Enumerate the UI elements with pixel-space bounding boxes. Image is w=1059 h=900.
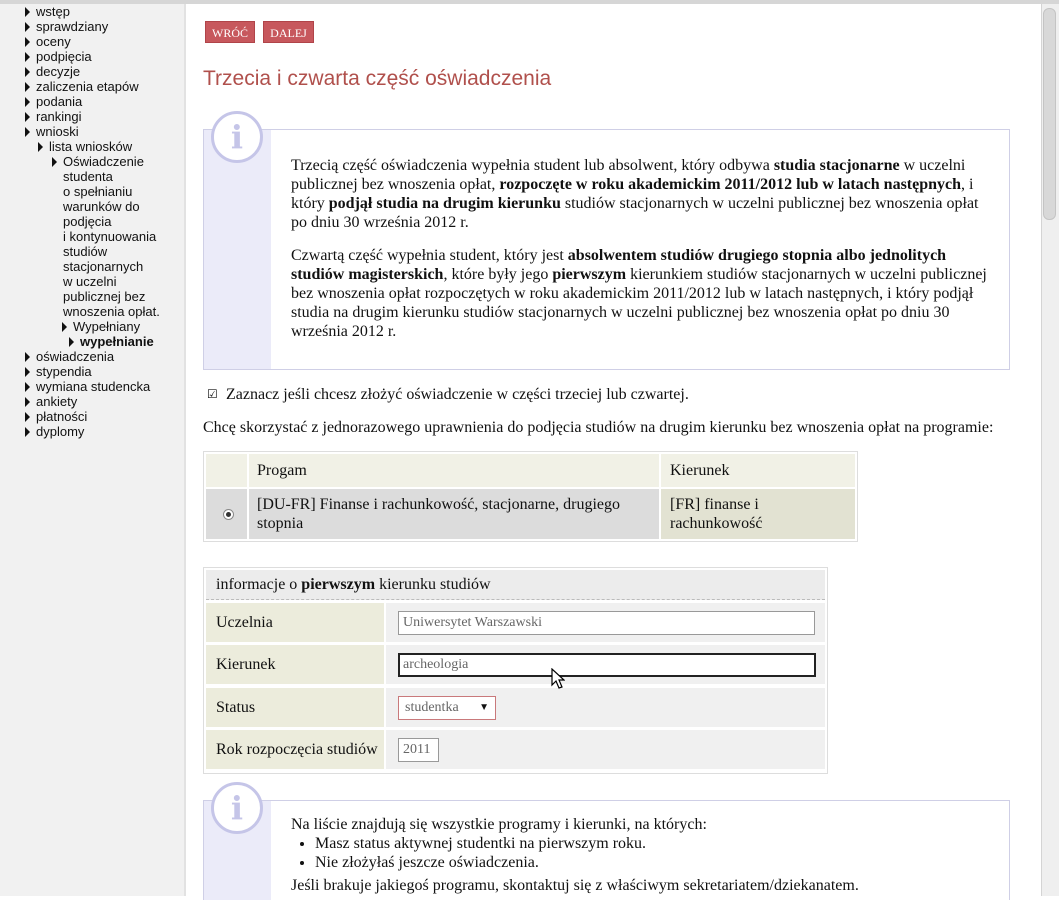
first-program-form (203, 567, 828, 774)
sidebar-item[interactable] (25, 109, 82, 124)
table-row-radio-cell[interactable] (206, 489, 247, 539)
table-header-program: Progam (249, 454, 659, 487)
form-title: informacje o pierwszym kierunku studiów (206, 570, 825, 600)
sidebar-item-label: decyzje (36, 64, 81, 79)
status-select[interactable]: studentka ▼ (398, 696, 496, 720)
sidebar-item[interactable] (25, 49, 92, 64)
program-radio[interactable] (223, 509, 234, 520)
info-box-2 (203, 789, 1010, 900)
sidebar-item-label: wypełnianie (80, 334, 154, 349)
sidebar-divider (184, 4, 186, 896)
sidebar-item[interactable] (25, 394, 77, 409)
triangle-right-icon[interactable] (38, 142, 43, 152)
sidebar-item-label: stypendia (36, 364, 92, 379)
sidebar-item[interactable] (25, 409, 87, 424)
sidebar-item[interactable] (25, 379, 150, 394)
sidebar-item[interactable] (62, 319, 140, 334)
sidebar-item[interactable] (63, 304, 160, 319)
info-text-segment: Trzecią część oświadczenia wypełnia student lub absolwent, który odbywa (291, 157, 774, 174)
info-text-segment: , które były jego (443, 266, 553, 283)
triangle-right-icon[interactable] (25, 127, 30, 137)
info-text-segment: pierwszym (552, 266, 627, 283)
kierunek-input[interactable]: archeologia (398, 653, 816, 677)
sidebar-item-label: płatności (36, 409, 88, 424)
info-text-segment: w uczelni publicznej bez wnoszenia opłat, (291, 157, 966, 193)
sidebar-item[interactable] (63, 274, 116, 289)
sidebar-item[interactable] (25, 4, 70, 19)
triangle-right-icon[interactable] (25, 397, 30, 407)
sidebar-item-label: publicznej bez (63, 289, 146, 304)
sidebar-item[interactable] (25, 424, 84, 439)
info-icon: i (211, 111, 263, 163)
sidebar-item[interactable] (63, 199, 140, 214)
info2-text (291, 815, 991, 895)
info-text-segment: Czwartą część wypełnia student, który jest (291, 247, 568, 264)
statement-checkbox-label: Zaznacz jeśli chcesz złożyć oświadczenie w części trzeciej lub czwartej. (226, 386, 689, 403)
sidebar-item-label: lista wniosków (49, 139, 133, 154)
info-paragraph-2 (291, 246, 991, 341)
triangle-right-icon[interactable] (25, 97, 30, 107)
triangle-right-icon[interactable] (25, 22, 30, 32)
triangle-right-icon[interactable] (25, 112, 30, 122)
page-title: Trzecia i czwarta część oświadczenia (203, 67, 552, 90)
next-button[interactable]: DALEJ (263, 21, 314, 43)
info-text-segment: podjął studia na drugim kierunku (328, 195, 561, 212)
sidebar-item[interactable] (52, 154, 144, 169)
sidebar-item[interactable] (25, 19, 108, 34)
info-text-segment: studia stacjonarne (773, 157, 900, 174)
kierunek-cell (386, 645, 825, 684)
triangle-right-icon[interactable] (25, 382, 30, 392)
sidebar-item-label: podania (36, 94, 83, 109)
info-icon-2: i (211, 782, 263, 834)
sidebar-item-label: wstęp (36, 4, 70, 19)
info-text (291, 156, 991, 355)
sidebar-item[interactable] (25, 124, 79, 139)
sidebar-item[interactable] (63, 259, 143, 274)
triangle-right-icon[interactable] (25, 37, 30, 47)
sidebar-item[interactable] (63, 289, 145, 304)
triangle-right-icon[interactable] (25, 412, 30, 422)
triangle-right-icon[interactable] (25, 82, 30, 92)
back-button[interactable]: WRÓĆ (205, 21, 255, 43)
table-row-kierunek[interactable]: [FR] finanse i rachunkowość (661, 489, 855, 539)
sidebar-item-label: rankingi (36, 109, 82, 124)
list-item: • Nie złożyłaś jeszcze oświadczenia. (315, 853, 991, 872)
info-text-segment: kierunkiem studiów stacjonarnych w uczelni publicznej bez wnoszenia opłat rozpoczętych w roku akademickim 2011/2012 lub w latach następnych, i który podjął studia na drugim kierunku studiów stacjonarnych w uczelni publicznej bez wnoszenia opłat po dniu 30 września 2012 r. (291, 266, 987, 340)
sidebar-item[interactable] (63, 244, 107, 259)
sidebar-item[interactable] (25, 94, 82, 109)
sidebar-item[interactable] (25, 79, 139, 94)
sidebar-item-label: oświadczenia (36, 349, 115, 364)
sidebar-item[interactable] (38, 139, 132, 154)
triangle-right-icon[interactable] (52, 157, 57, 167)
checkbox-icon[interactable]: ☑ (207, 387, 218, 401)
info-text-segment: absolwentem studiów drugiego stopnia albo jednolitych studiów magisterskich (291, 247, 947, 283)
triangle-right-icon[interactable] (25, 427, 30, 437)
table-row-program[interactable]: [DU-FR] Finanse i rachunkowość, stacjonarne, drugiego stopnia (249, 489, 659, 539)
statement-checkbox-row[interactable] (207, 386, 689, 404)
info-box (203, 118, 1010, 370)
triangle-right-icon[interactable] (25, 352, 30, 362)
sidebar-item[interactable] (25, 34, 71, 49)
info-text-segment: rozpoczęte w roku akademickim 2011/2012 lub w latach następnych (499, 176, 962, 193)
program-table (203, 451, 858, 542)
info2-line1: Na liście znajdują się wszystkie programy i kierunki, na których: (291, 816, 707, 833)
mouse-cursor-icon (551, 668, 565, 690)
sidebar-item[interactable] (25, 64, 80, 79)
triangle-right-icon[interactable] (25, 52, 30, 62)
uczelnia-label: Uczelnia (206, 603, 384, 642)
info-text-segment: studiów stacjonarnych w uczelni publicznej bez wnoszenia opłat po dniu 30 września 2012 r. (291, 195, 979, 231)
sidebar-item-label: sprawdziany (36, 19, 109, 34)
sidebar-item-label: studenta (63, 169, 113, 184)
rok-cell (386, 730, 825, 769)
info2-list (291, 834, 991, 872)
sidebar-item[interactable] (25, 364, 92, 379)
sidebar-item-label: wymiana studencka (36, 379, 151, 394)
sidebar-item-label: Wypełniany (73, 319, 141, 334)
sidebar-item[interactable] (63, 184, 132, 199)
info-strip (204, 130, 271, 369)
sidebar-item[interactable] (63, 169, 113, 184)
sidebar-nav (0, 4, 184, 896)
triangle-right-icon[interactable] (25, 7, 30, 17)
table-header-kierunek: Kierunek (661, 454, 855, 487)
triangle-right-icon[interactable] (25, 367, 30, 377)
sidebar-item-label: studiów (63, 244, 108, 259)
triangle-right-icon[interactable] (69, 337, 74, 347)
sidebar-item-label: w uczelni (63, 274, 117, 289)
scrollbar-thumb[interactable] (1043, 8, 1056, 220)
sidebar-item-label: o spełnianiu (63, 184, 133, 199)
info2-line2: Jeśli brakuje jakiegoś programu, skontaktuj się z właściwym sekretariatem/dziekanatem. (291, 877, 859, 894)
sidebar-item-label: dyplomy (36, 424, 85, 439)
uczelnia-cell (386, 603, 825, 642)
sidebar-item-label: wnoszenia opłat. (63, 304, 160, 319)
sidebar-item-label: podpięcia (36, 49, 92, 64)
list-item: • Masz status aktywnej studentki na pierwszym roku. (315, 834, 991, 853)
rok-input[interactable]: 2011 (398, 738, 439, 762)
status-cell (386, 688, 825, 727)
sidebar-item-label: warunków do (63, 199, 140, 214)
sidebar-item[interactable] (69, 334, 154, 349)
program-lead-text: Chcę skorzystać z jednorazowego uprawnienia do podjęcia studiów na drugim kierunku bez wnoszenia opłat na programie: (203, 419, 994, 436)
sidebar-item-label: Oświadczenie (63, 154, 144, 169)
sidebar-item[interactable] (25, 349, 114, 364)
info-text-segment: , i który (291, 176, 974, 212)
sidebar-item[interactable] (63, 214, 111, 229)
sidebar-item-label: wnioski (36, 124, 79, 139)
sidebar-item-label: i kontynuowania (63, 229, 157, 244)
table-header-empty (206, 454, 247, 487)
rok-label: Rok rozpoczęcia studiów (206, 730, 384, 769)
sidebar-item-label: zaliczenia etapów (36, 79, 139, 94)
sidebar-item-label: podjęcia (63, 214, 112, 229)
status-label: Status (206, 688, 384, 727)
uczelnia-input[interactable]: Uniwersytet Warszawski (398, 611, 815, 635)
sidebar-item-label: ankiety (36, 394, 78, 409)
info-paragraph-1 (291, 156, 991, 232)
sidebar-item-label: oceny (36, 34, 71, 49)
triangle-right-icon[interactable] (25, 67, 30, 77)
chevron-down-icon: ▼ (479, 702, 489, 713)
sidebar-item-label: stacjonarnych (63, 259, 144, 274)
triangle-right-icon[interactable] (62, 322, 67, 332)
sidebar-item[interactable] (63, 229, 156, 244)
kierunek-label: Kierunek (206, 645, 384, 684)
